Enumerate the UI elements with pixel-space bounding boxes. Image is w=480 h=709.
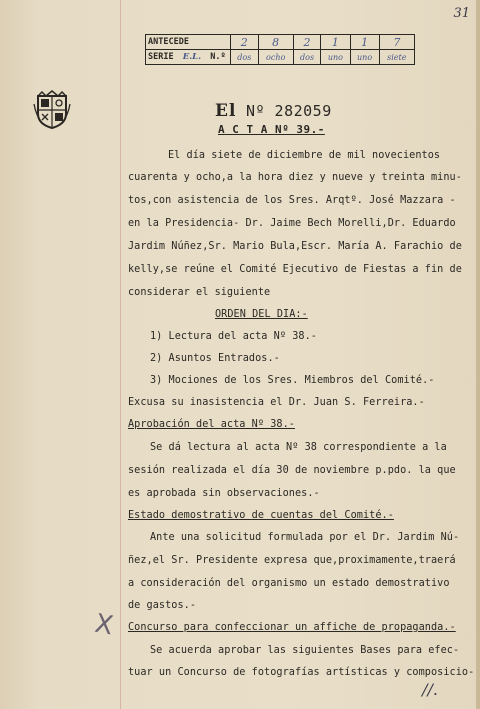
acta-heading: A C T A Nº 39.-: [218, 123, 325, 136]
antecedente-box: [145, 34, 415, 65]
section-heading: Concurso para confeccionar un affiche de propaganda.-: [128, 622, 456, 633]
agenda-heading: ORDEN DEL DIA:-: [215, 309, 308, 320]
text-line: de gastos.-: [128, 600, 197, 611]
n-label: N.º: [210, 52, 226, 62]
antecedente-word: dos: [293, 50, 321, 65]
serie-label-text: SERIE: [148, 52, 174, 62]
page-number: 31: [453, 6, 470, 21]
antecedente-digit: 8: [258, 35, 293, 50]
text-line: en la Presidencia- Dr. Jaime Bech Morelli,Dr. Eduardo: [128, 218, 456, 229]
antecedente-digit: 1: [350, 35, 379, 50]
text-line: Excusa su inasistencia el Dr. Juan S. Ferreira.-: [128, 397, 425, 408]
text-line: es aprobada sin observaciones.-: [128, 488, 320, 499]
serie-value: E.L.: [182, 52, 202, 62]
serial-value: Nº 282059: [245, 102, 332, 120]
text-line: tuar un Concurso de fotografías artísticas y composicio-: [128, 667, 475, 678]
text-line: Se acuerda aprobar las siguientes Bases para efec-: [150, 645, 460, 656]
text-line: ñez,el Sr. Presidente expresa que,proximamente,traerá: [128, 555, 456, 566]
text-line: sesión realizada el día 30 de noviembre p.pdo. la que: [128, 465, 456, 476]
antecedente-word: uno: [321, 50, 350, 65]
text-line: considerar el siguiente: [128, 287, 271, 298]
antecedente-digit: 2: [231, 35, 259, 50]
agenda-item: 2) Asuntos Entrados.-: [150, 353, 280, 364]
antecedente-digit: 2: [293, 35, 321, 50]
text-line: Se dá lectura al acta Nº 38 correspondiente a la: [150, 442, 447, 453]
antecedente-word: dos: [231, 50, 259, 65]
serial-prefix: El: [215, 101, 237, 121]
section-heading: Estado demostrativo de cuentas del Comité.-: [128, 510, 394, 521]
text-line: a consideración del organismo un estado demostrativo: [128, 578, 450, 589]
antecedente-word: ocho: [258, 50, 293, 65]
section-heading: Aprobación del acta Nº 38.-: [128, 419, 295, 430]
text-line: kelly,se reúne el Comité Ejecutivo de Fiestas a fin de: [128, 264, 462, 275]
text-line: tos,con asistencia de los Sres. Arqtº. José Mazzara -: [128, 195, 456, 206]
text-line: El día siete de diciembre de mil novecientos: [168, 150, 441, 161]
antecedente-word: uno: [350, 50, 379, 65]
agenda-item: 1) Lectura del acta Nº 38.-: [150, 331, 317, 342]
margin-check-mark: X: [92, 608, 116, 642]
antecedente-label: ANTECEDE: [146, 35, 231, 50]
antecedente-row: [146, 35, 415, 50]
serie-row: [146, 50, 415, 65]
text-line: Ante una solicitud formulada por el Dr. Jardim Nú-: [150, 532, 460, 543]
continuation-mark: //.: [422, 680, 438, 699]
text-line: cuarenta y ocho,a la hora diez y nueve y treinta minu-: [128, 172, 462, 183]
page-edge: [476, 0, 480, 709]
antecedente-digit: 1: [321, 35, 350, 50]
antecedente-digit: 7: [379, 35, 414, 50]
serial-number: [215, 101, 332, 121]
antecedente-word: siete: [379, 50, 414, 65]
text-line: Jardim Núñez,Sr. Mario Bula,Escr. María A. Farachio de: [128, 241, 462, 252]
serie-label: [146, 50, 231, 65]
coat-of-arms-icon: [33, 90, 71, 130]
agenda-item: 3) Mociones de los Sres. Miembros del Comité.-: [150, 375, 435, 386]
